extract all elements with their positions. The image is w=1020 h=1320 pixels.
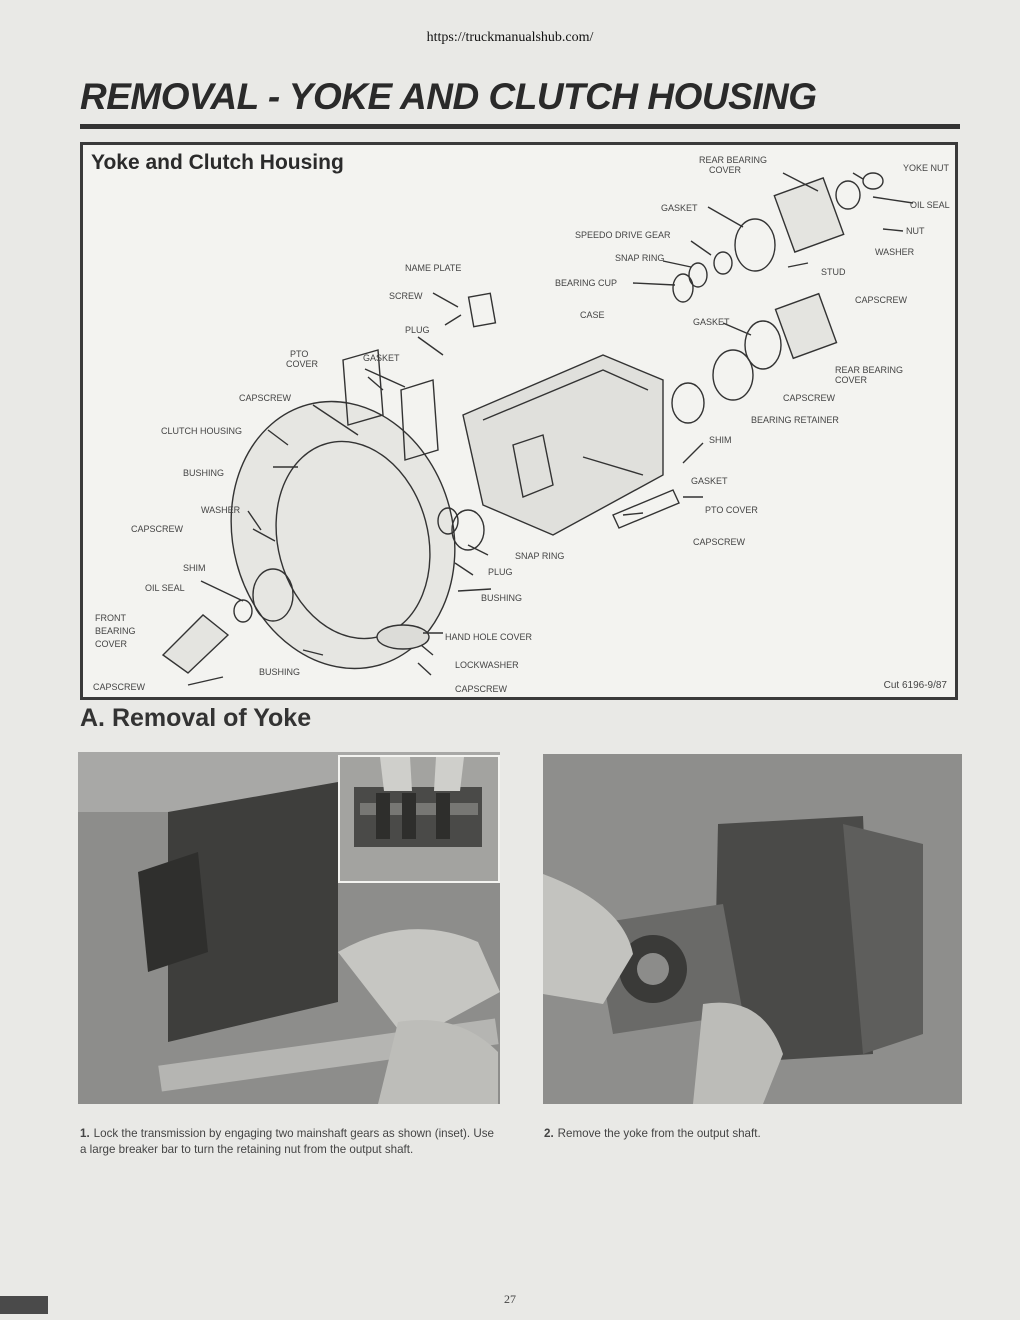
label-gasket-mid: GASKET [693, 317, 730, 327]
label-washer-right: WASHER [875, 247, 915, 257]
page-title: REMOVAL - YOKE AND CLUTCH HOUSING [80, 76, 817, 117]
label-capscrew-right: CAPSCREW [855, 295, 908, 305]
gasket-top-shape [735, 219, 775, 271]
step-1-number: 1. [80, 1127, 90, 1140]
source-url[interactable]: https://truckmanualshub.com/ [426, 30, 594, 45]
rear-bearing-cover-bottom-shape [775, 294, 836, 359]
bearing-retainer-shape [713, 350, 753, 400]
label-pto-cover-left-2: COVER [286, 359, 319, 369]
label-capscrew-bottom-right: CAPSCREW [693, 537, 746, 547]
label-capscrew-left: CAPSCREW [239, 393, 292, 403]
section-title: A. Removal of Yoke [80, 704, 312, 732]
label-pto-cover-left: PTO [290, 349, 309, 359]
page-number: 27 [504, 1292, 516, 1306]
title-rule [80, 124, 960, 129]
label-capscrew-bottom-left: CAPSCREW [93, 682, 146, 692]
label-front-bearing-cover-3: COVER [95, 639, 128, 649]
photo-inset-gears [338, 755, 500, 883]
label-nut: NUT [906, 226, 925, 236]
label-rear-bearing-cover-bottom: REAR BEARING [835, 365, 904, 375]
rear-bearing-cover-shape [774, 178, 843, 252]
case-shape [463, 355, 663, 535]
label-name-plate: NAME PLATE [405, 263, 462, 273]
label-shim-left: SHIM [183, 563, 206, 573]
label-front-bearing-cover-2: BEARING [95, 626, 136, 636]
label-plug-bottom: PLUG [488, 567, 513, 577]
label-capscrew-bottom: CAPSCREW [455, 684, 508, 694]
label-capscrew-mid: CAPSCREW [783, 393, 836, 403]
name-plate-shape [469, 293, 496, 326]
oil-seal-right-shape [836, 181, 860, 209]
label-oil-seal-right: OIL SEAL [910, 200, 950, 210]
front-bearing-cover-shape [163, 615, 228, 673]
step-2-text: Remove the yoke from the output shaft. [557, 1127, 761, 1140]
label-stud: STUD [821, 267, 846, 277]
label-bearing-cup: BEARING CUP [555, 278, 618, 288]
exploded-diagram [83, 145, 955, 697]
step-2-caption [544, 1126, 944, 1142]
label-rear-bearing-cover-top: REAR BEARING [699, 155, 768, 165]
label-bushing-bottom: BUSHING [259, 667, 301, 677]
label-rear-bearing-cover-bottom-2: COVER [835, 375, 868, 385]
label-oil-seal-left: OIL SEAL [145, 583, 185, 593]
photo-remove-yoke [543, 754, 962, 1104]
label-speedo-drive-gear: SPEEDO DRIVE GEAR [575, 230, 671, 240]
label-plug-top: PLUG [405, 325, 430, 335]
label-gasket-top: GASKET [661, 203, 698, 213]
step-1-text: Lock the transmission by engaging two mainshaft gears as shown (inset). Use a large breaker bar to turn the retaining nut from the output shaft. [80, 1127, 494, 1156]
label-case: CASE [580, 310, 605, 320]
clutch-housing-shape [202, 376, 484, 694]
label-front-bearing-cover: FRONT [95, 613, 126, 623]
label-bearing-retainer: BEARING RETAINER [751, 415, 839, 425]
label-gasket-left: GASKET [363, 353, 400, 363]
label-lockwasher: LOCKWASHER [455, 660, 519, 670]
label-screw: SCREW [389, 291, 423, 301]
label-hand-hole-cover: HAND HOLE COVER [445, 632, 533, 642]
label-washer-left: WASHER [201, 505, 241, 515]
exploded-diagram-figure [80, 142, 958, 700]
label-bushing-top: BUSHING [183, 468, 225, 478]
label-gasket-bottom: GASKET [691, 476, 728, 486]
yoke-nut-shape [863, 173, 883, 189]
snap-ring-top-shape [689, 263, 707, 287]
shim-right-shape [672, 383, 704, 423]
label-bushing-mid: BUSHING [481, 593, 523, 603]
label-snap-ring-bottom: SNAP RING [515, 551, 565, 561]
figure-title: Yoke and Clutch Housing [91, 151, 344, 174]
inset-drawing [340, 757, 498, 881]
speedo-gear-shape [714, 252, 732, 274]
step-1-caption [80, 1126, 494, 1158]
label-rear-bearing-cover-top-2: COVER [709, 165, 742, 175]
step-2-number: 2. [544, 1127, 554, 1140]
label-yoke-nut: YOKE NUT [903, 163, 950, 173]
label-snap-ring-top: SNAP RING [615, 253, 665, 263]
label-pto-cover-right: PTO COVER [705, 505, 758, 515]
photo-remove-yoke-drawing [543, 754, 962, 1104]
label-shim-right: SHIM [709, 435, 732, 445]
label-clutch-housing: CLUTCH HOUSING [161, 426, 243, 436]
corner-mark [0, 1296, 48, 1314]
oil-seal-left-shape [234, 600, 252, 622]
label-capscrew-left2: CAPSCREW [131, 524, 184, 534]
cut-number: Cut 6196-9/87 [883, 680, 947, 691]
